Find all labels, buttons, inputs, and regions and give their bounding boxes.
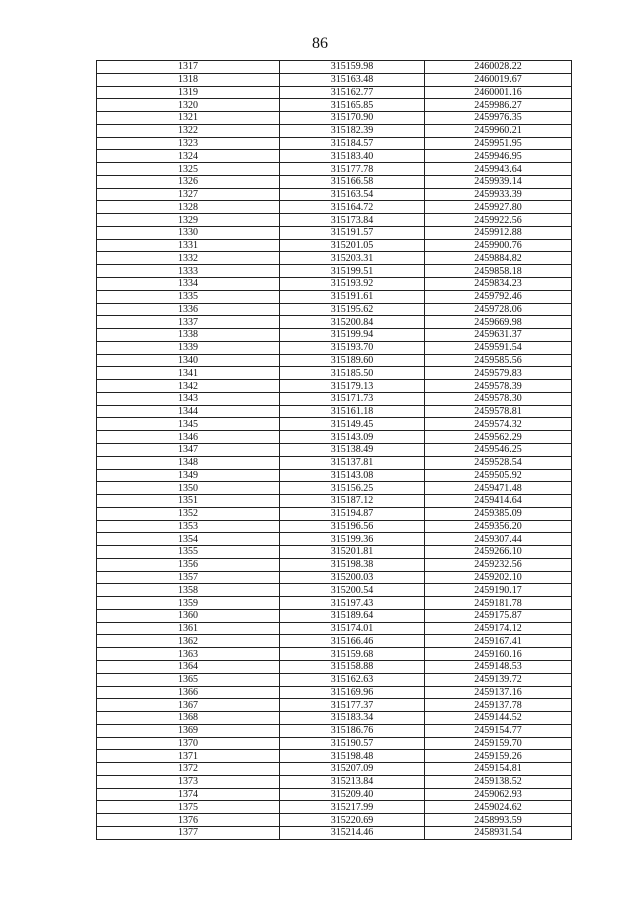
point-number-cell: 1340 (97, 354, 280, 367)
point-number-cell: 1343 (97, 392, 280, 405)
y-coordinate-cell: 2459528.54 (425, 456, 572, 469)
point-number-cell: 1362 (97, 635, 280, 648)
table-row (97, 392, 572, 405)
y-coordinate-cell: 2459202.10 (425, 571, 572, 584)
point-number-cell: 1377 (97, 826, 280, 839)
x-coordinate-cell: 315199.36 (280, 533, 425, 546)
point-number-cell: 1355 (97, 546, 280, 559)
x-coordinate-cell: 315182.39 (280, 124, 425, 137)
table-row (97, 699, 572, 712)
x-coordinate-cell: 315193.70 (280, 341, 425, 354)
table-row (97, 112, 572, 125)
point-number-cell: 1342 (97, 380, 280, 393)
x-coordinate-cell: 315200.54 (280, 584, 425, 597)
y-coordinate-cell: 2459174.12 (425, 622, 572, 635)
y-coordinate-cell: 2459834.23 (425, 278, 572, 291)
table-row (97, 763, 572, 776)
y-coordinate-cell: 2459154.81 (425, 763, 572, 776)
y-coordinate-cell: 2459356.20 (425, 520, 572, 533)
table-row (97, 61, 572, 74)
x-coordinate-cell: 315183.40 (280, 150, 425, 163)
x-coordinate-cell: 315189.64 (280, 609, 425, 622)
table-row (97, 814, 572, 827)
table-row (97, 724, 572, 737)
table-row (97, 750, 572, 763)
x-coordinate-cell: 315191.57 (280, 226, 425, 239)
x-coordinate-cell: 315193.92 (280, 278, 425, 291)
y-coordinate-cell: 2459943.64 (425, 163, 572, 176)
table-row (97, 303, 572, 316)
y-coordinate-cell: 2460019.67 (425, 73, 572, 86)
x-coordinate-cell: 315158.88 (280, 660, 425, 673)
x-coordinate-cell: 315159.68 (280, 648, 425, 661)
table-row (97, 73, 572, 86)
table-row (97, 214, 572, 227)
y-coordinate-cell: 2459960.21 (425, 124, 572, 137)
y-coordinate-cell: 2459232.56 (425, 558, 572, 571)
table-row (97, 635, 572, 648)
x-coordinate-cell: 315213.84 (280, 775, 425, 788)
y-coordinate-cell: 2459946.95 (425, 150, 572, 163)
x-coordinate-cell: 315177.37 (280, 699, 425, 712)
table-row (97, 558, 572, 571)
table-row (97, 431, 572, 444)
table-row (97, 239, 572, 252)
point-number-cell: 1339 (97, 341, 280, 354)
table-row (97, 520, 572, 533)
x-coordinate-cell: 315200.03 (280, 571, 425, 584)
y-coordinate-cell: 2459591.54 (425, 341, 572, 354)
point-number-cell: 1348 (97, 456, 280, 469)
table-row (97, 163, 572, 176)
y-coordinate-cell: 2459792.46 (425, 290, 572, 303)
table-row (97, 405, 572, 418)
point-number-cell: 1356 (97, 558, 280, 571)
table-row (97, 660, 572, 673)
table-row (97, 354, 572, 367)
point-number-cell: 1325 (97, 163, 280, 176)
point-number-cell: 1360 (97, 609, 280, 622)
y-coordinate-cell: 2459631.37 (425, 329, 572, 342)
point-number-cell: 1337 (97, 316, 280, 329)
y-coordinate-cell: 2459986.27 (425, 99, 572, 112)
y-coordinate-cell: 2459138.52 (425, 775, 572, 788)
table-row (97, 648, 572, 661)
point-number-cell: 1332 (97, 252, 280, 265)
x-coordinate-cell: 315138.49 (280, 443, 425, 456)
table-row (97, 482, 572, 495)
table-row (97, 546, 572, 559)
table-row (97, 341, 572, 354)
y-coordinate-cell: 2459159.70 (425, 737, 572, 750)
y-coordinate-cell: 2459579.83 (425, 367, 572, 380)
x-coordinate-cell: 315162.77 (280, 86, 425, 99)
point-number-cell: 1327 (97, 188, 280, 201)
y-coordinate-cell: 2459139.72 (425, 673, 572, 686)
x-coordinate-cell: 315190.57 (280, 737, 425, 750)
point-number-cell: 1351 (97, 495, 280, 508)
x-coordinate-cell: 315199.94 (280, 329, 425, 342)
point-number-cell: 1349 (97, 469, 280, 482)
point-number-cell: 1364 (97, 660, 280, 673)
y-coordinate-cell: 2459562.29 (425, 431, 572, 444)
y-coordinate-cell: 2459585.56 (425, 354, 572, 367)
point-number-cell: 1333 (97, 265, 280, 278)
table-row (97, 188, 572, 201)
point-number-cell: 1329 (97, 214, 280, 227)
y-coordinate-cell: 2459307.44 (425, 533, 572, 546)
point-number-cell: 1368 (97, 712, 280, 725)
y-coordinate-cell: 2459922.56 (425, 214, 572, 227)
x-coordinate-cell: 315217.99 (280, 801, 425, 814)
table-row (97, 775, 572, 788)
x-coordinate-cell: 315209.40 (280, 788, 425, 801)
table-row (97, 175, 572, 188)
x-coordinate-cell: 315200.84 (280, 316, 425, 329)
table-row (97, 443, 572, 456)
x-coordinate-cell: 315197.43 (280, 597, 425, 610)
point-number-cell: 1352 (97, 507, 280, 520)
point-number-cell: 1366 (97, 686, 280, 699)
y-coordinate-cell: 2459024.62 (425, 801, 572, 814)
point-number-cell: 1323 (97, 137, 280, 150)
y-coordinate-cell: 2459578.39 (425, 380, 572, 393)
point-number-cell: 1371 (97, 750, 280, 763)
y-coordinate-cell: 2459137.78 (425, 699, 572, 712)
x-coordinate-cell: 315186.76 (280, 724, 425, 737)
x-coordinate-cell: 315198.48 (280, 750, 425, 763)
y-coordinate-cell: 2460001.16 (425, 86, 572, 99)
table-row (97, 597, 572, 610)
x-coordinate-cell: 315171.73 (280, 392, 425, 405)
point-number-cell: 1317 (97, 61, 280, 74)
table-row (97, 265, 572, 278)
point-number-cell: 1346 (97, 431, 280, 444)
point-number-cell: 1324 (97, 150, 280, 163)
table-row (97, 584, 572, 597)
coordinates-table (96, 60, 572, 840)
point-number-cell: 1367 (97, 699, 280, 712)
point-number-cell: 1350 (97, 482, 280, 495)
table-row (97, 712, 572, 725)
point-number-cell: 1363 (97, 648, 280, 661)
table-row (97, 571, 572, 584)
y-coordinate-cell: 2459858.18 (425, 265, 572, 278)
table-row (97, 150, 572, 163)
table-row (97, 137, 572, 150)
y-coordinate-cell: 2459175.87 (425, 609, 572, 622)
y-coordinate-cell: 2459159.26 (425, 750, 572, 763)
point-number-cell: 1347 (97, 443, 280, 456)
point-number-cell: 1341 (97, 367, 280, 380)
x-coordinate-cell: 315194.87 (280, 507, 425, 520)
x-coordinate-cell: 315207.09 (280, 763, 425, 776)
y-coordinate-cell: 2459951.95 (425, 137, 572, 150)
point-number-cell: 1338 (97, 329, 280, 342)
y-coordinate-cell: 2459939.14 (425, 175, 572, 188)
table-row (97, 252, 572, 265)
x-coordinate-cell: 315184.57 (280, 137, 425, 150)
x-coordinate-cell: 315214.46 (280, 826, 425, 839)
point-number-cell: 1353 (97, 520, 280, 533)
y-coordinate-cell: 2459976.35 (425, 112, 572, 125)
x-coordinate-cell: 315164.72 (280, 201, 425, 214)
y-coordinate-cell: 2459900.76 (425, 239, 572, 252)
table-row (97, 456, 572, 469)
point-number-cell: 1357 (97, 571, 280, 584)
point-number-cell: 1331 (97, 239, 280, 252)
x-coordinate-cell: 315161.18 (280, 405, 425, 418)
table-row (97, 826, 572, 839)
y-coordinate-cell: 2459160.16 (425, 648, 572, 661)
x-coordinate-cell: 315199.51 (280, 265, 425, 278)
x-coordinate-cell: 315179.13 (280, 380, 425, 393)
y-coordinate-cell: 2459578.30 (425, 392, 572, 405)
point-number-cell: 1335 (97, 290, 280, 303)
point-number-cell: 1375 (97, 801, 280, 814)
y-coordinate-cell: 2459927.80 (425, 201, 572, 214)
table-row (97, 495, 572, 508)
table-row (97, 788, 572, 801)
table-row (97, 290, 572, 303)
point-number-cell: 1361 (97, 622, 280, 635)
table-row (97, 226, 572, 239)
point-number-cell: 1326 (97, 175, 280, 188)
x-coordinate-cell: 315198.38 (280, 558, 425, 571)
y-coordinate-cell: 2459728.06 (425, 303, 572, 316)
x-coordinate-cell: 315163.48 (280, 73, 425, 86)
table-row (97, 99, 572, 112)
y-coordinate-cell: 2459414.64 (425, 495, 572, 508)
y-coordinate-cell: 2459546.25 (425, 443, 572, 456)
x-coordinate-cell: 315203.31 (280, 252, 425, 265)
y-coordinate-cell: 2459912.88 (425, 226, 572, 239)
y-coordinate-cell: 2459062.93 (425, 788, 572, 801)
x-coordinate-cell: 315220.69 (280, 814, 425, 827)
table-row (97, 201, 572, 214)
y-coordinate-cell: 2458993.59 (425, 814, 572, 827)
table-row (97, 469, 572, 482)
x-coordinate-cell: 315149.45 (280, 418, 425, 431)
table-row (97, 622, 572, 635)
x-coordinate-cell: 315189.60 (280, 354, 425, 367)
table-row (97, 278, 572, 291)
x-coordinate-cell: 315173.84 (280, 214, 425, 227)
table-row (97, 533, 572, 546)
point-number-cell: 1328 (97, 201, 280, 214)
point-number-cell: 1373 (97, 775, 280, 788)
x-coordinate-cell: 315156.25 (280, 482, 425, 495)
point-number-cell: 1365 (97, 673, 280, 686)
point-number-cell: 1320 (97, 99, 280, 112)
point-number-cell: 1319 (97, 86, 280, 99)
x-coordinate-cell: 315187.12 (280, 495, 425, 508)
table-row (97, 124, 572, 137)
x-coordinate-cell: 315162.63 (280, 673, 425, 686)
point-number-cell: 1321 (97, 112, 280, 125)
y-coordinate-cell: 2458931.54 (425, 826, 572, 839)
y-coordinate-cell: 2459669.98 (425, 316, 572, 329)
point-number-cell: 1318 (97, 73, 280, 86)
x-coordinate-cell: 315169.96 (280, 686, 425, 699)
x-coordinate-cell: 315196.56 (280, 520, 425, 533)
x-coordinate-cell: 315166.58 (280, 175, 425, 188)
point-number-cell: 1372 (97, 763, 280, 776)
table-row (97, 686, 572, 699)
point-number-cell: 1330 (97, 226, 280, 239)
x-coordinate-cell: 315163.54 (280, 188, 425, 201)
x-coordinate-cell: 315177.78 (280, 163, 425, 176)
x-coordinate-cell: 315191.61 (280, 290, 425, 303)
table-row (97, 316, 572, 329)
page-number: 86 (312, 35, 328, 52)
point-number-cell: 1336 (97, 303, 280, 316)
x-coordinate-cell: 315166.46 (280, 635, 425, 648)
x-coordinate-cell: 315183.34 (280, 712, 425, 725)
table-row (97, 673, 572, 686)
y-coordinate-cell: 2459266.10 (425, 546, 572, 559)
point-number-cell: 1344 (97, 405, 280, 418)
x-coordinate-cell: 315143.08 (280, 469, 425, 482)
y-coordinate-cell: 2459181.78 (425, 597, 572, 610)
y-coordinate-cell: 2459385.09 (425, 507, 572, 520)
point-number-cell: 1358 (97, 584, 280, 597)
table-row (97, 329, 572, 342)
table-row (97, 380, 572, 393)
x-coordinate-cell: 315165.85 (280, 99, 425, 112)
y-coordinate-cell: 2459884.82 (425, 252, 572, 265)
x-coordinate-cell: 315174.01 (280, 622, 425, 635)
y-coordinate-cell: 2459148.53 (425, 660, 572, 673)
y-coordinate-cell: 2459137.16 (425, 686, 572, 699)
table-row (97, 737, 572, 750)
x-coordinate-cell: 315137.81 (280, 456, 425, 469)
point-number-cell: 1345 (97, 418, 280, 431)
table-row (97, 86, 572, 99)
x-coordinate-cell: 315201.05 (280, 239, 425, 252)
point-number-cell: 1354 (97, 533, 280, 546)
point-number-cell: 1334 (97, 278, 280, 291)
y-coordinate-cell: 2459505.92 (425, 469, 572, 482)
x-coordinate-cell: 315143.09 (280, 431, 425, 444)
point-number-cell: 1376 (97, 814, 280, 827)
point-number-cell: 1369 (97, 724, 280, 737)
table-row (97, 418, 572, 431)
table-row (97, 801, 572, 814)
y-coordinate-cell: 2459574.32 (425, 418, 572, 431)
table-row (97, 367, 572, 380)
y-coordinate-cell: 2459154.77 (425, 724, 572, 737)
x-coordinate-cell: 315195.62 (280, 303, 425, 316)
table-row (97, 507, 572, 520)
point-number-cell: 1359 (97, 597, 280, 610)
y-coordinate-cell: 2459471.48 (425, 482, 572, 495)
x-coordinate-cell: 315185.50 (280, 367, 425, 380)
x-coordinate-cell: 315170.90 (280, 112, 425, 125)
y-coordinate-cell: 2460028.22 (425, 61, 572, 74)
y-coordinate-cell: 2459190.17 (425, 584, 572, 597)
table-body (97, 61, 572, 840)
point-number-cell: 1374 (97, 788, 280, 801)
x-coordinate-cell: 315159.98 (280, 61, 425, 74)
y-coordinate-cell: 2459578.81 (425, 405, 572, 418)
y-coordinate-cell: 2459167.41 (425, 635, 572, 648)
table-row (97, 609, 572, 622)
point-number-cell: 1322 (97, 124, 280, 137)
y-coordinate-cell: 2459933.39 (425, 188, 572, 201)
point-number-cell: 1370 (97, 737, 280, 750)
y-coordinate-cell: 2459144.52 (425, 712, 572, 725)
x-coordinate-cell: 315201.81 (280, 546, 425, 559)
